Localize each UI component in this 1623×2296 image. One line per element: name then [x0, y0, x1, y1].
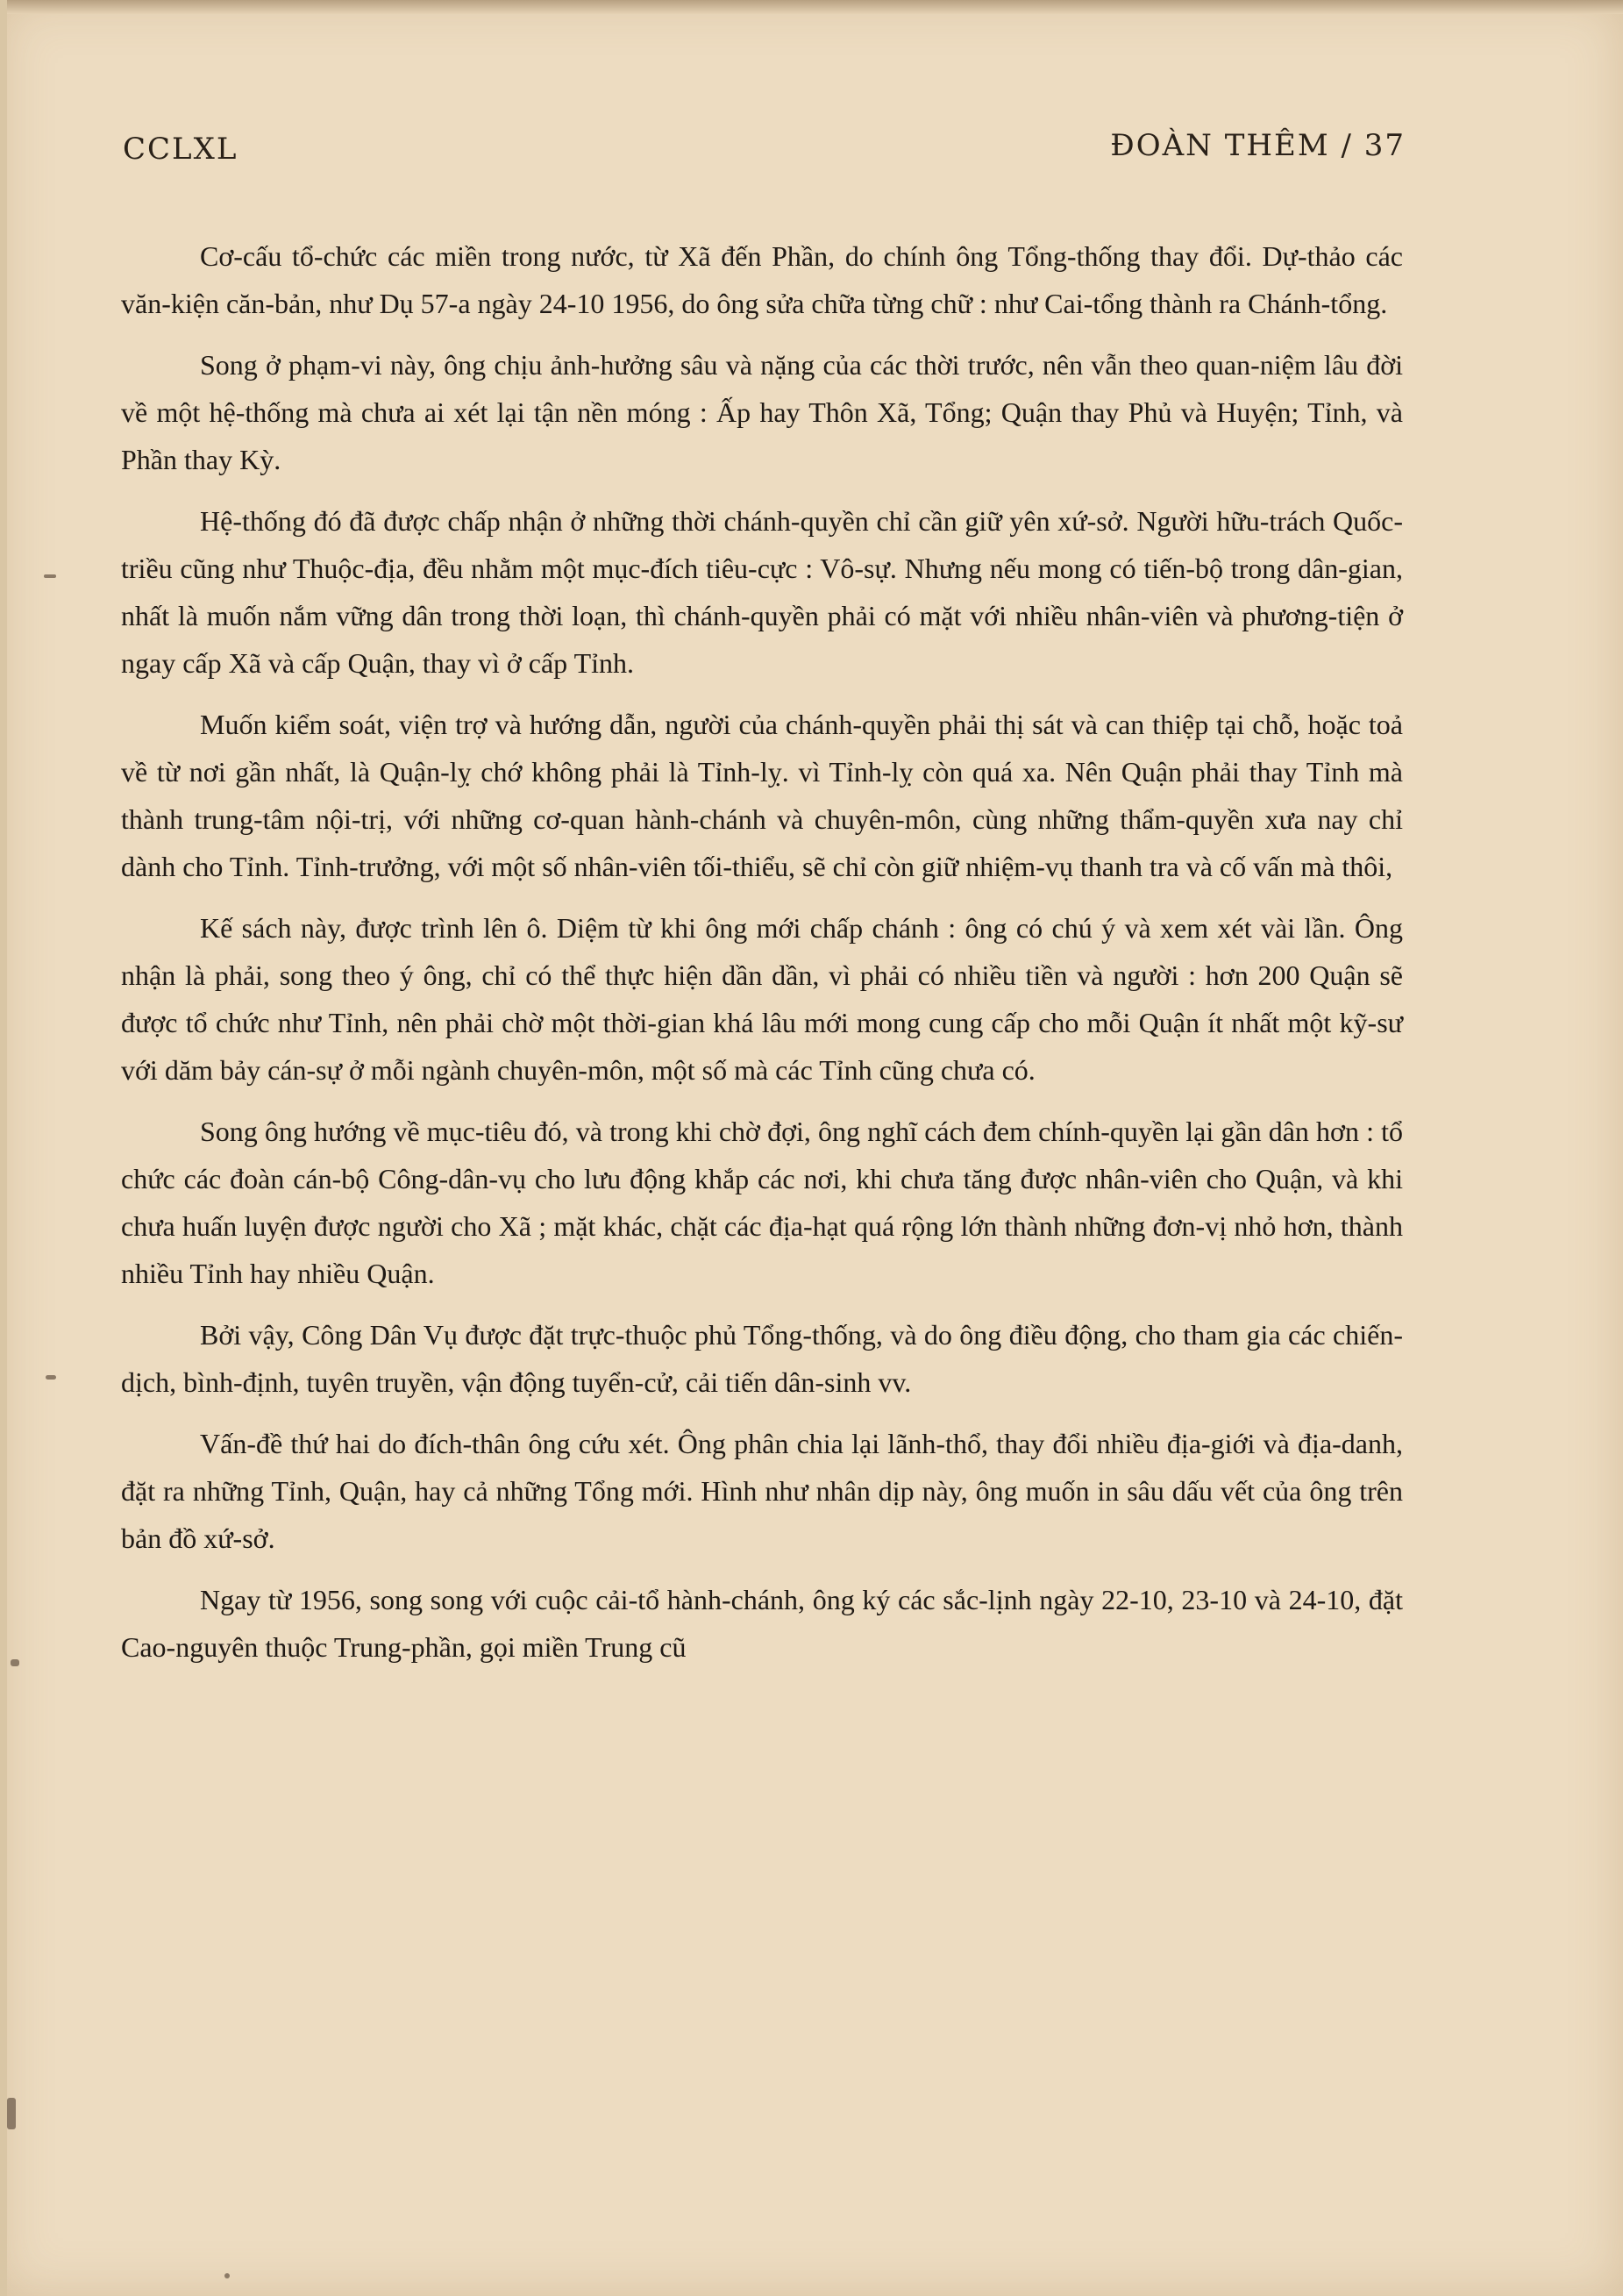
margin-mark: [46, 1375, 56, 1380]
margin-mark: [11, 1659, 19, 1666]
paragraph-3: Hệ-thống đó đã được chấp nhận ở những thời chánh-quyền chỉ cần giữ yên xứ-sở. Người hữu-trách Quốc-triều cũng như Thuộc-địa, đều nhằm một mục-đích tiêu-cực : Vô-sự. Nhưng nếu mong có tiến-bộ trong dân-gian, nhất là muốn nắm vững dân trong thời loạn, thì chánh-quyền phải có mặt với nhiều nhân-viên và phương-tiện ở ngay cấp Xã và cấp Quận, thay vì ở cấp Tỉnh.: [121, 505, 1403, 679]
page-number-roman: CCLXL: [123, 132, 238, 167]
paragraph-7: Bởi vậy, Công Dân Vụ được đặt trực-thuộc phủ Tổng-thống, và do ông điều động, cho tham gia các chiến-dịch, bình-định, tuyên truyền, vận động tuyển-cử, cải tiến dân-sinh vv.: [121, 1319, 1403, 1398]
author-and-page: ĐOÀN THÊM / 37: [1110, 128, 1406, 163]
page-top-edge: [0, 0, 1623, 14]
margin-mark: [44, 574, 56, 578]
paragraph-1: Cơ-cấu tổ-chức các miền trong nước, từ Xã đến Phần, do chính ông Tổng-thống thay đổi. Dự-thảo các văn-kiện căn-bản, như Dụ 57-a ngày 24-10 1956, do ông sửa chữa từng chữ : như Cai-tổng thành ra Chánh-tổng.: [121, 240, 1403, 319]
margin-mark: [7, 2098, 16, 2129]
paragraph-5: Kế sách này, được trình lên ô. Diệm từ khi ông mới chấp chánh : ông có chú ý và xem xét vài lần. Ông nhận là phải, song theo ý ông, chỉ có thể thực hiện dần dần, vì phải có nhiều tiền và người : hơn 200 Quận sẽ được tổ chức như Tỉnh, nên phải chờ một thời-gian khá lâu mới mong cung cấp cho mỗi Quận ít nhất một kỹ-sư với dăm bảy cán-sự ở mỗi ngành chuyên-môn, một số mà các Tỉnh cũng chưa có.: [121, 912, 1403, 1086]
paragraph-2: Song ở phạm-vi này, ông chịu ảnh-hưởng sâu và nặng của các thời trước, nên vẫn theo quan-niệm lâu đời về một hệ-thống mà chưa ai xét lại tận nền móng : Ấp hay Thôn Xã, Tổng; Quận thay Phủ và Huyện; Tỉnh, và Phần thay Kỳ.: [121, 349, 1403, 475]
page-header: [123, 123, 1406, 175]
paragraph-9: Ngay từ 1956, song song với cuộc cải-tổ hành-chánh, ông ký các sắc-lịnh ngày 22-10, 23-10 và 24-10, đặt Cao-nguyên thuộc Trung-phần, gọi miền Trung cũ: [121, 1584, 1403, 1663]
page-left-edge: [0, 0, 7, 2296]
body-text: [121, 232, 1403, 1685]
paragraph-4: Muốn kiểm soát, viện trợ và hướng dẫn, người của chánh-quyền phải thị sát và can thiệp tại chỗ, hoặc toả về từ nơi gần nhất, là Quận-lỵ chớ không phải là Tỉnh-lỵ. vì Tỉnh-lỵ còn quá xa. Nên Quận phải thay Tỉnh mà thành trung-tâm nội-trị, với những cơ-quan hành-chánh và chuyên-môn, cùng những thẩm-quyền xưa nay chỉ dành cho Tỉnh. Tỉnh-trưởng, với một số nhân-viên tối-thiểu, sẽ chỉ còn giữ nhiệm-vụ thanh tra và cố vấn mà thôi,: [121, 709, 1403, 882]
paragraph-8: Vấn-đề thứ hai do đích-thân ông cứu xét. Ông phân chia lại lãnh-thổ, thay đổi nhiều địa-giới và địa-danh, đặt ra những Tỉnh, Quận, hay cả những Tổng mới. Hình như nhân dịp này, ông muốn in sâu dấu vết của ông trên bản đồ xứ-sở.: [121, 1428, 1403, 1554]
paragraph-6: Song ông hướng về mục-tiêu đó, và trong khi chờ đợi, ông nghĩ cách đem chính-quyền lại gần dân hơn : tổ chức các đoàn cán-bộ Công-dân-vụ cho lưu động khắp các nơi, khi chưa tăng được nhân-viên cho Quận, và khi chưa huấn luyện được người cho Xã ; mặt khác, chặt các địa-hạt quá rộng lớn thành những đơn-vị nhỏ hơn, thành nhiều Tỉnh hay nhiều Quận.: [121, 1116, 1403, 1289]
page-speck: [224, 2273, 230, 2278]
